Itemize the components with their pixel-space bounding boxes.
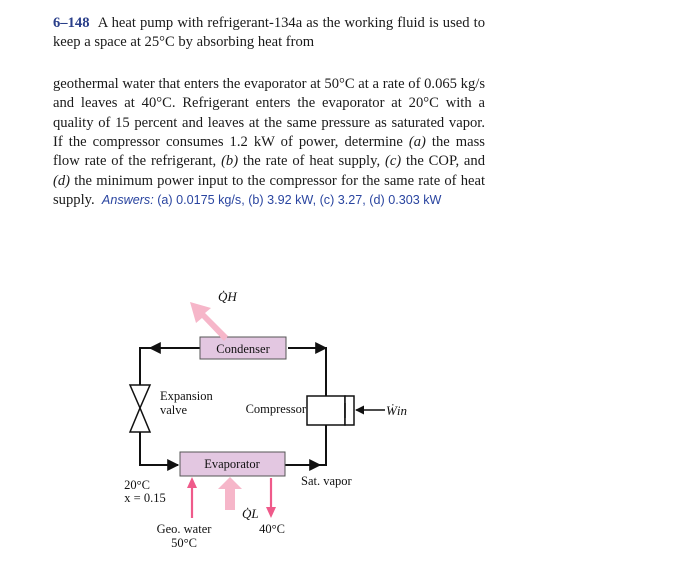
right-lower-line: [320, 425, 326, 465]
part-a-text: the mass flow rate of the refrigerant,: [53, 134, 485, 170]
compressor-label: Compressor: [245, 402, 306, 416]
expansion-valve: [130, 385, 150, 432]
evaporator-label: Evaporator: [204, 457, 260, 471]
win-label: Ẇin: [386, 403, 407, 418]
compressor: [307, 396, 354, 425]
part-b-text: the rate of heat supply,: [238, 153, 385, 170]
valve-to-evaporator-line: [140, 432, 178, 465]
inlet-quality-label: x = 0.15: [124, 491, 166, 505]
problem-body-text: geothermal water that enters the evaporator at 50°C at a rate of 0.065 kg/s and leaves at 40°C. Refrigerant enters the evaporator at 20°C with a quality of 15 percent and leaves at the same pressure as saturated vapor. If the compressor consumes 1.2 kW of power, determine: [53, 75, 485, 151]
geo-water-outlet-arrowhead: [266, 507, 276, 518]
outlet-state-label: Sat. vapor: [301, 474, 352, 488]
part-d-text: the minimum power input to the compressor for the same rate of heat supply.: [53, 172, 485, 209]
part-d-label: (d): [53, 172, 71, 189]
problem-intro-text: A heat pump with refrigerant-134a as the working fluid is used to keep a space at 25°C by absorbing heat from: [53, 15, 485, 51]
qh-label: Q̇H: [218, 289, 237, 304]
outlet-water-temp-label: 40°C: [259, 522, 285, 536]
expansion-valve-label-2: valve: [160, 403, 188, 417]
part-b-label: (b): [221, 153, 239, 170]
ql-label: Q̇L: [242, 506, 259, 521]
geo-water-label-1: Geo. water: [156, 522, 212, 536]
part-a-label: (a): [408, 134, 426, 151]
inlet-temp-label: 20°C: [124, 478, 150, 492]
expansion-valve-label-1: Expansion: [160, 389, 213, 403]
geo-water-label-2: 50°C: [171, 536, 197, 550]
part-c-label: (c): [384, 153, 402, 170]
problem-number: 6–148: [53, 15, 90, 31]
geo-water-inlet-arrowhead: [187, 477, 197, 488]
answers-text: (a) 0.0175 kg/s, (b) 3.92 kW, (c) 3.27, (d) 0.303 kW: [153, 193, 442, 208]
part-c-text: the COP, and: [401, 153, 486, 170]
left-upper-line: [140, 348, 150, 385]
right-upper-line: [323, 348, 326, 396]
answers-label: Answers:: [101, 193, 154, 208]
qh-arrow: [190, 302, 228, 341]
ql-arrow: [218, 477, 242, 510]
condenser-label: Condenser: [216, 342, 270, 356]
